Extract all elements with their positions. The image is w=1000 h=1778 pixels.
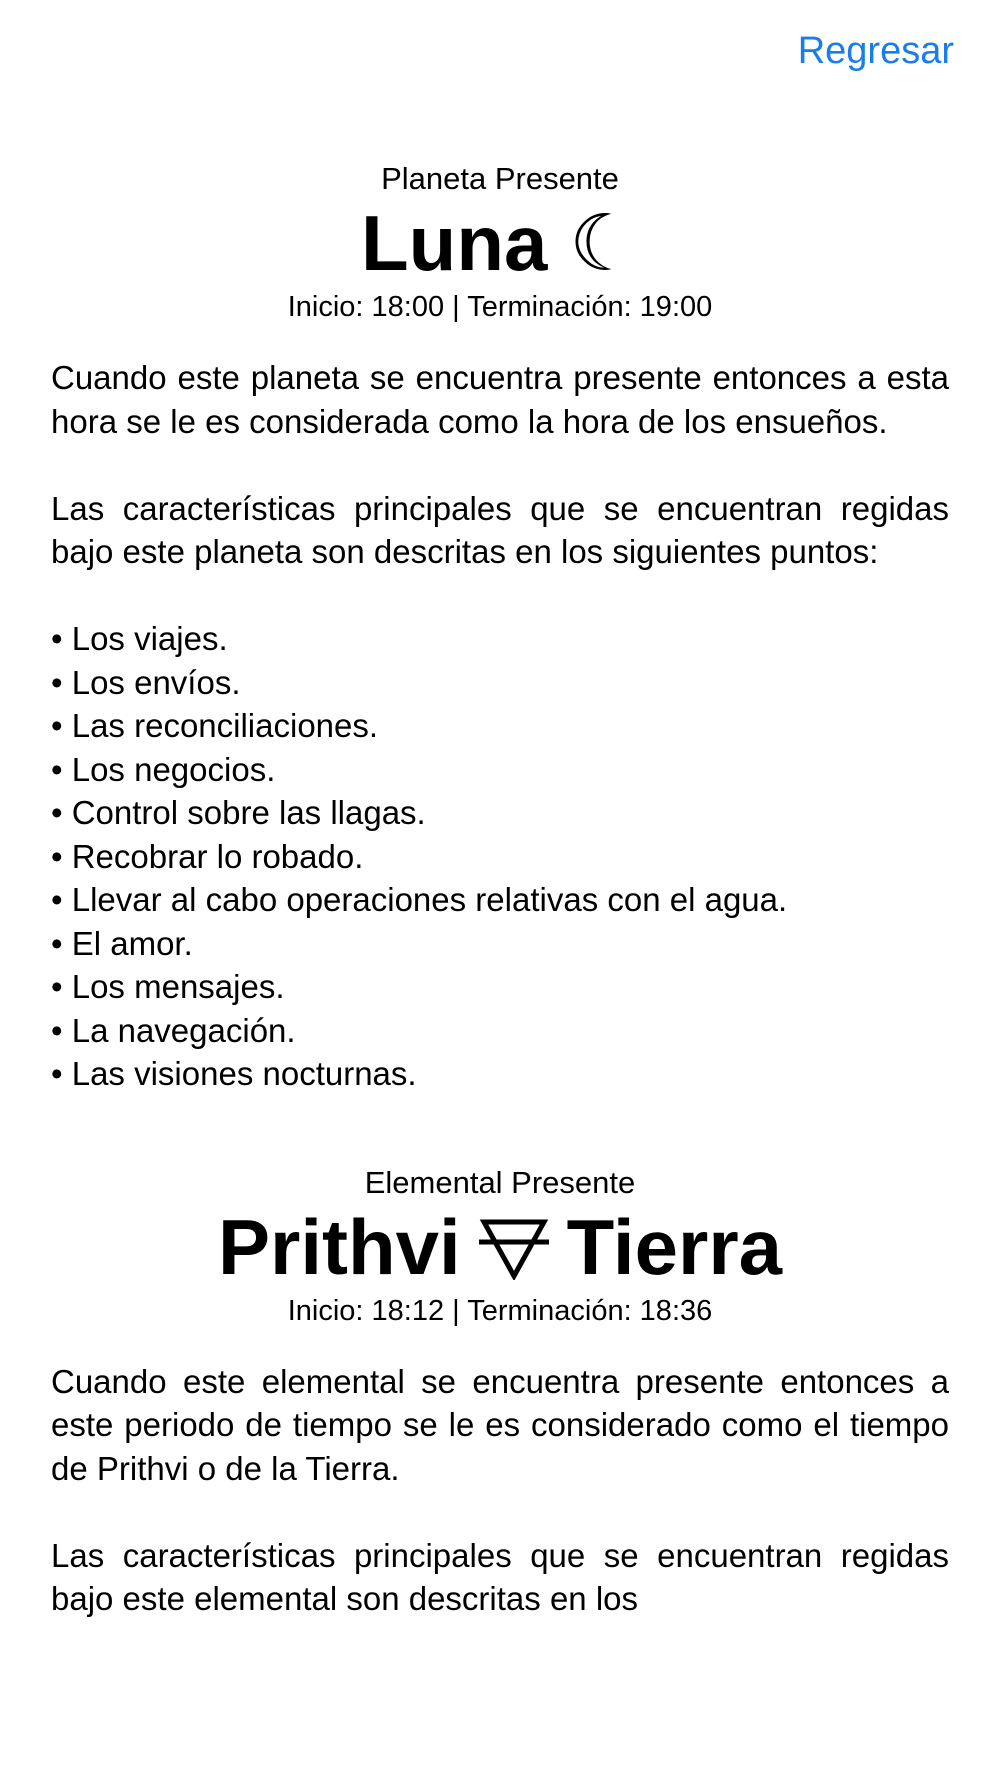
planet-section-label: Planeta Presente [381, 161, 619, 196]
elemental-title [51, 1202, 949, 1292]
back-button[interactable]: Regresar [797, 30, 954, 72]
moon-icon: ☾ [569, 199, 639, 287]
planet-characteristics-intro: Las características principales que se encuentran regidas bajo este planeta son descritas en los siguientes puntos: [51, 489, 949, 570]
list-item: • Los viajes. [51, 620, 228, 657]
list-item: • Las visiones nocturnas. [51, 1055, 417, 1092]
content [51, 160, 949, 1621]
planet-intro: Cuando este planeta se encuentra presente entonces a esta hora se le es considerada como la hora de los ensueños. [51, 359, 949, 440]
planet-section [51, 160, 949, 1096]
planet-name: Luna [361, 199, 548, 287]
list-item: • Los negocios. [51, 750, 276, 788]
list-item: • El amor. [51, 924, 193, 962]
elemental-section-label: Elemental Presente [364, 1164, 636, 1200]
list-item: • Los envíos. [51, 663, 241, 701]
list-item: • Los mensajes. [51, 968, 285, 1005]
list-item: • Recobrar lo robado. [51, 837, 364, 875]
list-item: • Control sobre las llagas. [51, 794, 426, 831]
list-item: • Llevar al cabo operaciones relativas con el agua. [51, 881, 788, 918]
planet-title [51, 198, 949, 288]
list-item: • Las reconciliaciones. [51, 707, 379, 744]
elemental-characteristics-intro: Las características principales que se encuentran regidas bajo este elemental son descritas en los [51, 1536, 949, 1617]
element-name: Tierra [566, 1202, 783, 1291]
earth-element-icon [479, 1214, 549, 1280]
list-item: • La navegación. [51, 1011, 296, 1049]
elemental-times: Inicio: 18:12 | Terminación: 18:36 [287, 1294, 713, 1327]
planet-times: Inicio: 18:00 | Terminación: 19:00 [287, 291, 713, 323]
elemental-section [51, 1164, 949, 1621]
planet-characteristics-list [51, 617, 949, 1096]
elemental-name: Prithvi [217, 1202, 461, 1291]
elemental-intro: Cuando este elemental se encuentra presente entonces a este periodo de tiempo se le es considerado como el tiempo de Prithvi o de la Tierra. [51, 1362, 949, 1487]
